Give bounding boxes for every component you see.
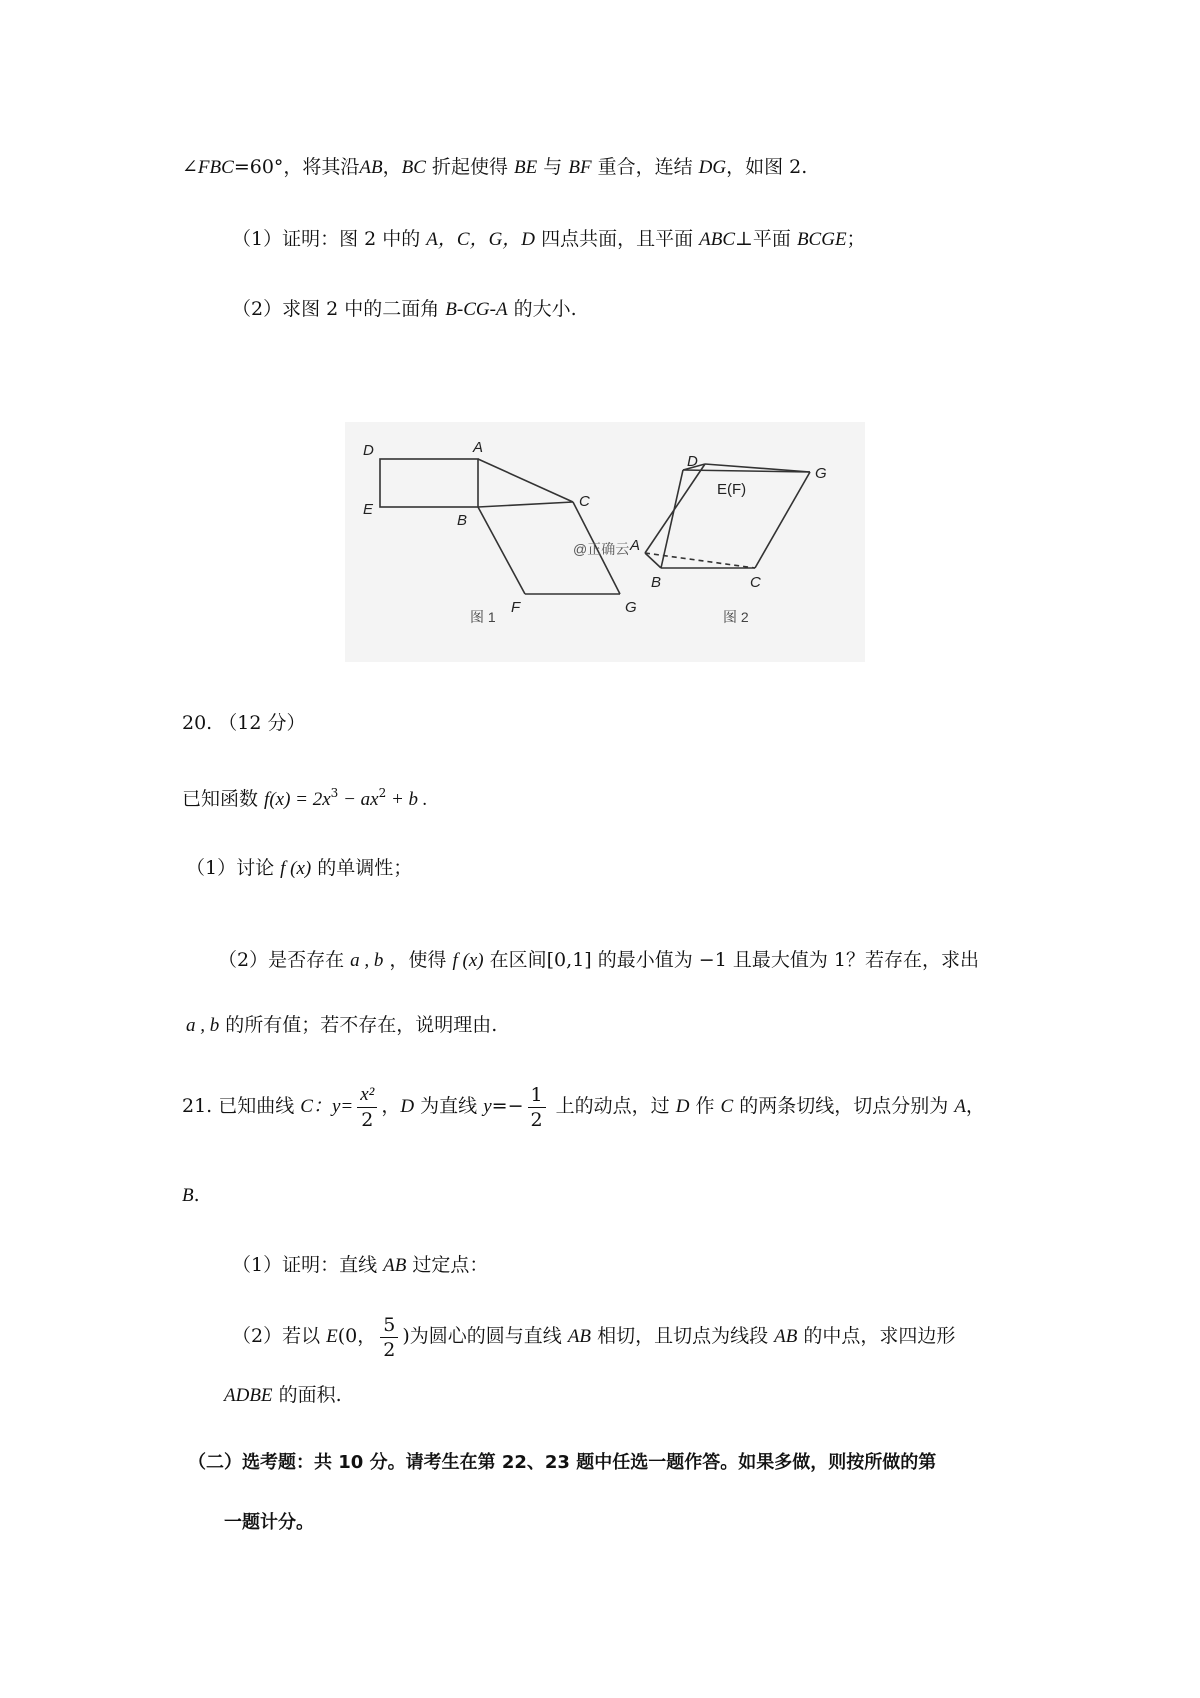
fig1-edge-BC [478,502,573,507]
q20-part2: （2）是否存在 a , b ，使得 f (x) 在区间[0,1] 的最小值为 −1 且最大值为 1？若存在，求出 [218,949,979,971]
geometry-figure [345,422,865,662]
q21-fraction-5-over-2: $\frac{5}{2}$ [380,1313,398,1362]
fig1-label-G: G [625,599,637,616]
fig1-rectangle-ABED [380,459,478,507]
fig2-label-EF: E(F) [717,481,747,498]
q21-part2-cont: ADBE 的面积. [224,1384,342,1406]
q21-part2: （2）若以 E(0， $\frac{5}{2}$ )为圆心的圆与直线 AB 相切，且切点为线段 AB 的中点，求四边形 [232,1313,956,1361]
section2-instructions-cont: 一题计分。 [224,1512,314,1533]
q21-stem-cont: B. [182,1184,200,1206]
q21-fraction-x2-over-2: $\frac{\text{x²}}{2}$ [357,1083,377,1132]
fig2-label-G: G [815,465,827,482]
fig1-edge-BF [478,507,525,594]
fig1-edge-AC [478,459,573,502]
fig1-label-B: B [457,512,468,529]
q21-fraction-1-over-2: $\frac{1}{2}$ [528,1083,546,1132]
fig2-label-B: B [651,574,662,591]
q21-part1: （1）证明：直线 AB 过定点： [232,1254,489,1276]
fig1-label-A: A [473,439,484,456]
fig1-label-C: C [579,493,590,510]
fig2-label-C: C [750,574,761,591]
fig2-label-D: D [687,453,698,470]
fig2-label-A: A [630,537,641,554]
q20-stem: 已知函数 $f(x) = 2x^3 - ax^2 + b$ . [182,786,428,810]
q20-header: 20. （12 分） [182,712,306,734]
fig1-label-E: E [363,501,374,518]
fig1-caption: 图 1 [470,609,496,625]
watermark: @正确云 [573,541,630,557]
fig1-label-F: F [511,599,521,616]
fig1-label-D: D [363,442,374,459]
q20-part2-cont: a , b 的所有值；若不存在，说明理由. [186,1014,498,1036]
q19-part1: （1）证明：图 2 中的 A，C，G，D 四点共面，且平面 ABC⊥平面 BCGE； [232,228,866,250]
q19-part2: （2）求图 2 中的二面角 B-CG-A 的大小. [232,298,577,320]
fig2-caption: 图 2 [723,609,749,625]
q20-part1: （1）讨论 f (x) 的单调性； [186,857,413,879]
fig2-edge-EB [661,470,683,568]
fig2-edge-GC [755,472,810,568]
q19-condition-line: ∠FBC=60°，将其沿AB，BC 折起使得 BE 与 BF 重合，连结 DG，如图 2. [182,156,808,178]
q21-stem: 21. 已知曲线 C：y= $\frac{\text{x²}}{2}$ ，D 为直线 y=− $\frac{1}{2}$ 上的动点，过 D 作 C 的两条切线，切点分别为 A， [182,1083,985,1131]
section2-instructions: （二）选考题：共 10 分。请考生在第 22、23 题中任选一题作答。如果多做，则按所做的第 [188,1452,937,1473]
